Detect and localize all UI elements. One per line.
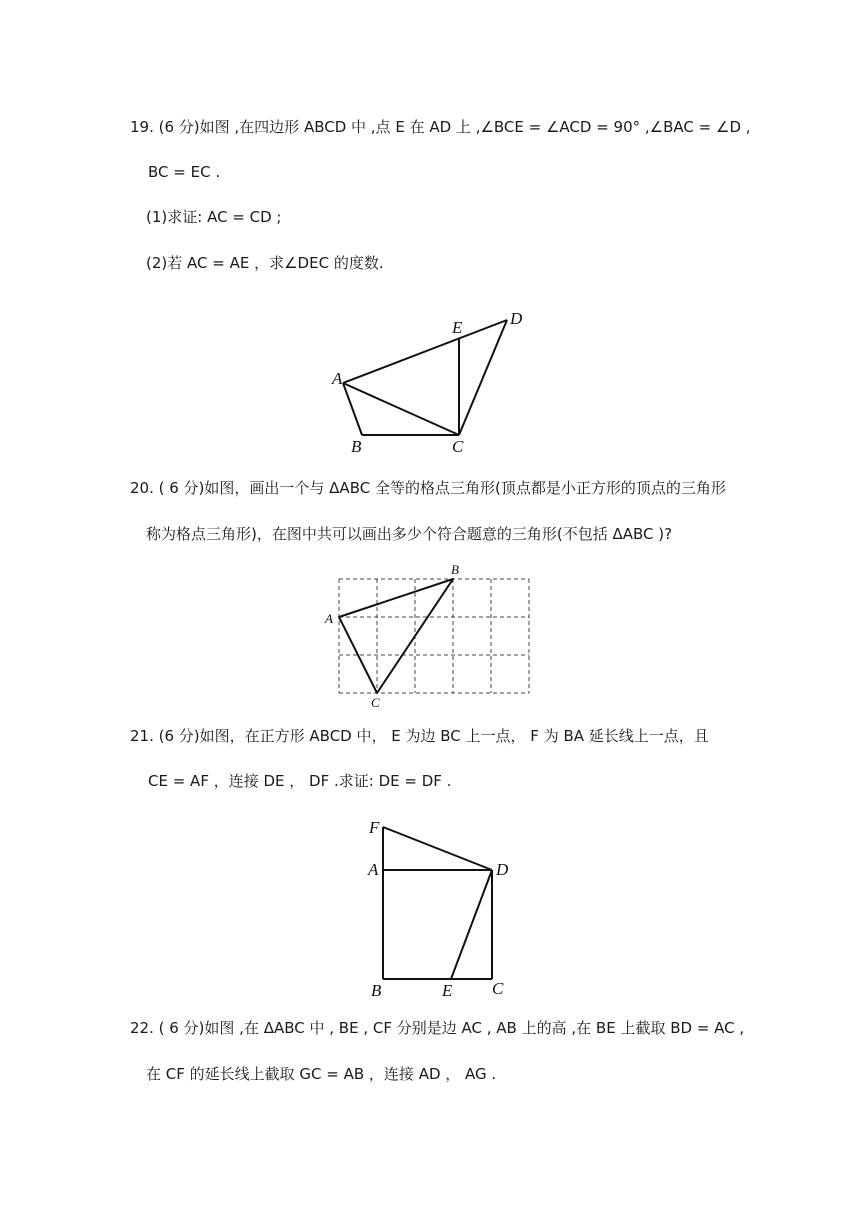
q20-line1: 20. ( 6 分)如图，画出一个与 ΔABC 全等的格点三角形(顶点都是小正方形的顶点的三角形 xyxy=(130,479,726,497)
label-C: C xyxy=(371,695,380,710)
q19-line2: BC = EC . xyxy=(148,163,221,181)
label-E: E xyxy=(452,318,463,337)
label-C: C xyxy=(492,979,504,998)
q21-figure xyxy=(360,812,530,1002)
q20-grid-figure xyxy=(320,562,540,710)
label-A: A xyxy=(325,611,333,626)
label-D: D xyxy=(510,309,523,328)
label-B: B xyxy=(451,562,459,577)
q21-line2: CE = AF ，连接 DE ， DF .求证: DE = DF . xyxy=(148,772,452,790)
segment-AC xyxy=(343,383,459,435)
label-B: B xyxy=(371,981,382,1000)
q22-line1: 22. ( 6 分)如图 ,在 ΔABC 中 , BE , CF 分别是边 AC , AB 上的高 ,在 BE 上截取 BD = AC , xyxy=(130,1019,745,1037)
segment-DC xyxy=(459,320,507,435)
q19-line1: 19. (6 分)如图 ,在四边形 ABCD 中 ,点 E 在 AD 上 ,∠BCE = ∠ACD = 90° ,∠BAC = ∠D , xyxy=(130,118,751,136)
label-A: A xyxy=(332,369,343,388)
label-F: F xyxy=(369,818,380,837)
segment-FD xyxy=(383,827,492,870)
q19-part1: (1)求证: AC = CD ; xyxy=(146,208,282,226)
q22-line2: 在 CF 的延长线上截取 GC = AB ，连接 AD ， AG . xyxy=(146,1065,497,1083)
q19-part2: (2)若 AC = AE ，求∠DEC 的度数. xyxy=(146,254,384,272)
label-D: D xyxy=(496,860,509,879)
label-C: C xyxy=(452,437,464,456)
q21-line1: 21. (6 分)如图，在正方形 ABCD 中， E 为边 BC 上一点， F 为 BA 延长线上一点，且 xyxy=(130,727,709,745)
label-E: E xyxy=(442,981,453,1000)
segment-AD xyxy=(343,320,507,383)
label-A: A xyxy=(368,860,379,879)
q19-figure xyxy=(320,300,540,460)
q20-line2: 称为格点三角形)，在图中共可以画出多少个符合题意的三角形(不包括 ΔABC )? xyxy=(146,525,673,543)
label-B: B xyxy=(351,437,362,456)
triangle-ABC xyxy=(339,579,453,693)
segment-DE xyxy=(451,870,492,979)
